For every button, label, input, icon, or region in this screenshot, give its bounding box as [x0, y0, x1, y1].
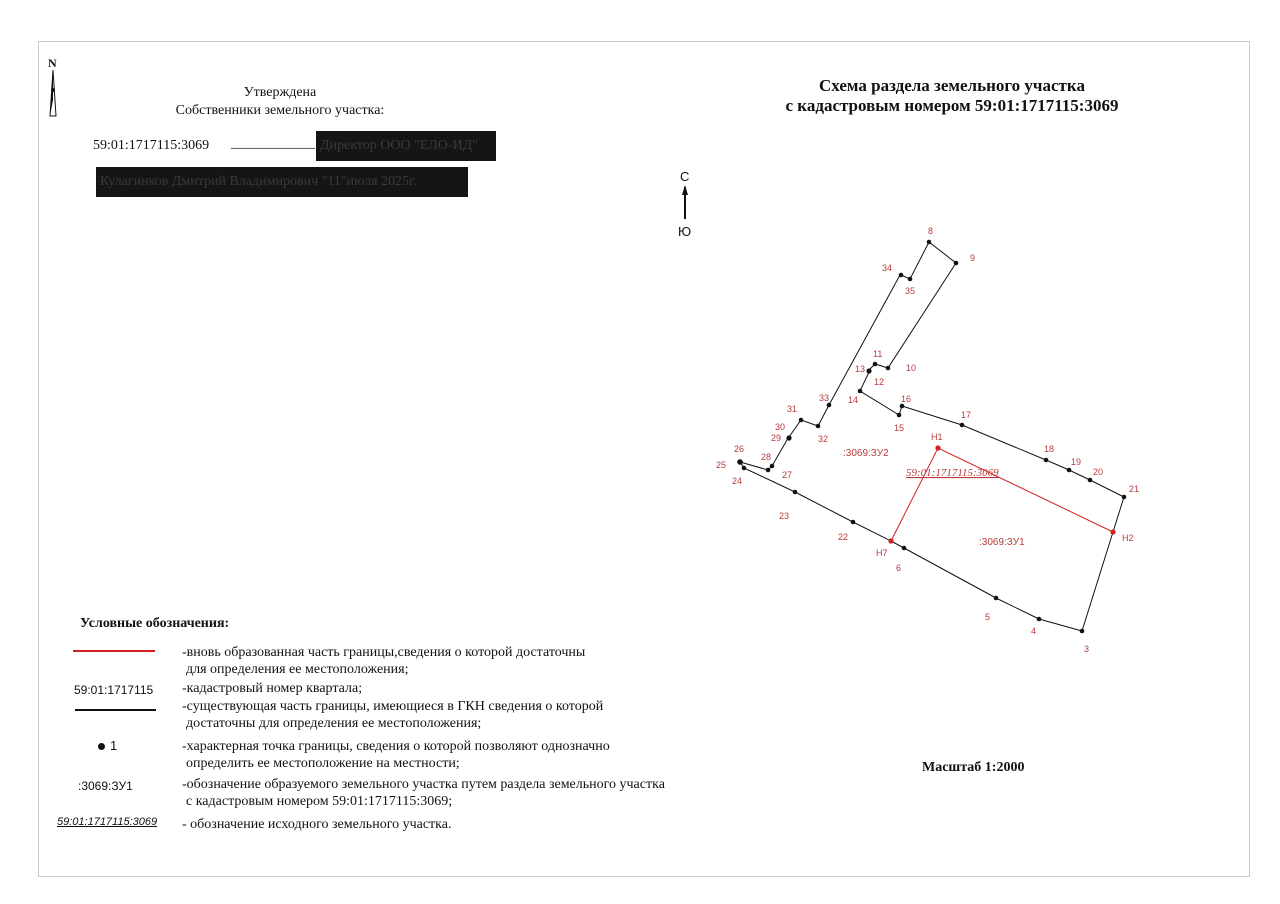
point-label: 35	[905, 286, 916, 296]
legend-symbol-new-boundary	[73, 650, 155, 652]
point-marker	[742, 466, 747, 471]
legend-symbol-parcel: 59:01:1717115:3069	[57, 816, 158, 828]
point-marker	[954, 261, 959, 266]
point-dot-icon	[98, 743, 105, 750]
point-marker	[770, 464, 775, 469]
point-marker	[1037, 617, 1042, 622]
legend-symbol-quarter: 59:01:1717115	[74, 683, 154, 697]
legend-text-line2: определить ее местоположение на местности;	[186, 756, 460, 771]
point-marker	[858, 389, 863, 394]
point-marker	[1088, 478, 1093, 483]
north-arrow-label: N	[48, 56, 57, 70]
point-marker	[737, 459, 743, 465]
legend-title: Условные обозначения:	[80, 616, 230, 631]
point-label: 30	[775, 422, 786, 432]
legend-text-line2: для определения ее местоположения;	[186, 662, 409, 677]
point-marker	[851, 520, 856, 525]
point-label: 18	[1044, 444, 1055, 454]
point-marker	[902, 546, 907, 551]
point-label: 13	[855, 364, 866, 374]
point-label: 27	[782, 470, 793, 480]
point-label: 21	[1129, 484, 1140, 494]
legend-item-point	[182, 738, 742, 772]
point-marker-new	[888, 538, 893, 543]
point-label: 32	[818, 434, 829, 444]
compass-north-label: С	[680, 169, 690, 184]
point-marker	[900, 404, 905, 409]
legend-point-number: 1	[110, 738, 118, 753]
parcel-label: 59:01:1717115:3069	[906, 467, 999, 479]
legend-text-line1: -существующая часть границы, имеющиеся в ГКН сведения о которой	[182, 699, 604, 714]
point-marker	[960, 423, 965, 428]
point-label: 4	[1031, 626, 1037, 636]
point-marker	[1122, 495, 1127, 500]
point-label: 12	[874, 377, 885, 387]
approved-title: Утверждена	[243, 85, 317, 100]
legend-item-quarter	[182, 680, 742, 697]
point-label: 25	[716, 460, 727, 470]
zone1-label: :3069:ЗУ1	[979, 537, 1025, 548]
point-marker	[766, 468, 771, 473]
point-label: 9	[970, 253, 976, 263]
redacted-signature-line1: Директор ООО "ЕЛО-ИД"	[316, 131, 496, 161]
signature-line: ____________	[231, 136, 315, 151]
point-label: 3	[1084, 644, 1090, 654]
point-marker	[786, 435, 791, 440]
point-marker	[793, 490, 798, 495]
point-label: 11	[873, 349, 883, 359]
point-label: 31	[787, 404, 798, 414]
legend-text-line2: с кадастровым номером 59:01:1717115:3069;	[186, 794, 453, 809]
point-label: 22	[838, 532, 849, 542]
legend-text-line1: -вновь образованная часть границы,сведения о которой достаточны	[182, 645, 586, 660]
point-marker	[827, 403, 832, 408]
point-label: 17	[961, 410, 972, 420]
point-label: 16	[901, 394, 912, 404]
point-marker	[897, 413, 902, 418]
point-marker	[799, 418, 804, 423]
point-marker	[886, 366, 891, 371]
point-marker	[873, 362, 878, 367]
point-label: 26	[734, 444, 745, 454]
approved-subtitle: Собственники земельного участка:	[175, 103, 385, 118]
point-marker	[866, 368, 871, 373]
point-marker	[899, 273, 904, 278]
legend-symbol-point	[98, 738, 117, 753]
point-label: 24	[732, 476, 743, 486]
point-label: Н7	[876, 548, 888, 558]
compass-south-label: Ю	[678, 224, 692, 239]
map-scale: Масштаб 1:2000	[922, 760, 1025, 775]
point-marker	[1044, 458, 1049, 463]
point-label: 20	[1093, 467, 1104, 477]
point-label: 19	[1071, 457, 1082, 467]
zone2-label: :3069:ЗУ2	[843, 448, 889, 459]
point-label: Н1	[931, 432, 943, 442]
point-marker	[908, 277, 913, 282]
point-marker	[994, 596, 999, 601]
scheme-title-line1: Схема раздела земельного участка	[819, 76, 1085, 95]
point-marker-new	[935, 445, 940, 450]
point-label: 29	[771, 433, 782, 443]
legend-item-zone	[182, 776, 742, 810]
redacted-signature-line2: Кулагинков Дмитрий Владимирович "11"июля 2025г.	[96, 167, 468, 197]
legend-item-new-boundary	[182, 644, 742, 678]
owner-cadastral-number: 59:01:1717115:3069	[93, 138, 210, 153]
point-label: 33	[819, 393, 830, 403]
point-label: Н2	[1122, 533, 1134, 543]
point-marker	[1067, 468, 1072, 473]
legend-text-line2: достаточны для определения ее местоположения;	[186, 716, 482, 731]
legend-text-line1: - обозначение исходного земельного участка.	[182, 817, 452, 832]
point-marker-new	[1110, 529, 1115, 534]
legend-text-line1: -обозначение образуемого земельного участка путем раздела земельного участка	[182, 777, 665, 792]
legend-symbol-existing-boundary	[75, 709, 156, 711]
legend-symbol-zone: :3069:ЗУ1	[78, 779, 133, 793]
legend-text-line1: -кадастровый номер квартала;	[182, 681, 363, 696]
point-labels	[716, 226, 1139, 654]
point-label: 28	[761, 452, 772, 462]
legend-text-line1: -характерная точка границы, сведения о которой позволяют однозначно	[182, 739, 610, 754]
point-marker	[927, 240, 932, 245]
point-label: 6	[896, 563, 902, 573]
point-label: 8	[928, 226, 934, 236]
point-label: 5	[985, 612, 991, 622]
scheme-title-line2: с кадастровым номером 59:01:1717115:3069	[785, 96, 1119, 115]
legend-item-parcel	[182, 816, 742, 833]
point-label: 14	[848, 395, 859, 405]
point-label: 23	[779, 511, 790, 521]
point-marker	[1080, 629, 1085, 634]
point-label: 15	[894, 423, 905, 433]
point-label: 10	[906, 363, 917, 373]
legend-item-existing-boundary	[182, 698, 742, 732]
point-label: 34	[882, 263, 893, 273]
point-marker	[816, 424, 821, 429]
